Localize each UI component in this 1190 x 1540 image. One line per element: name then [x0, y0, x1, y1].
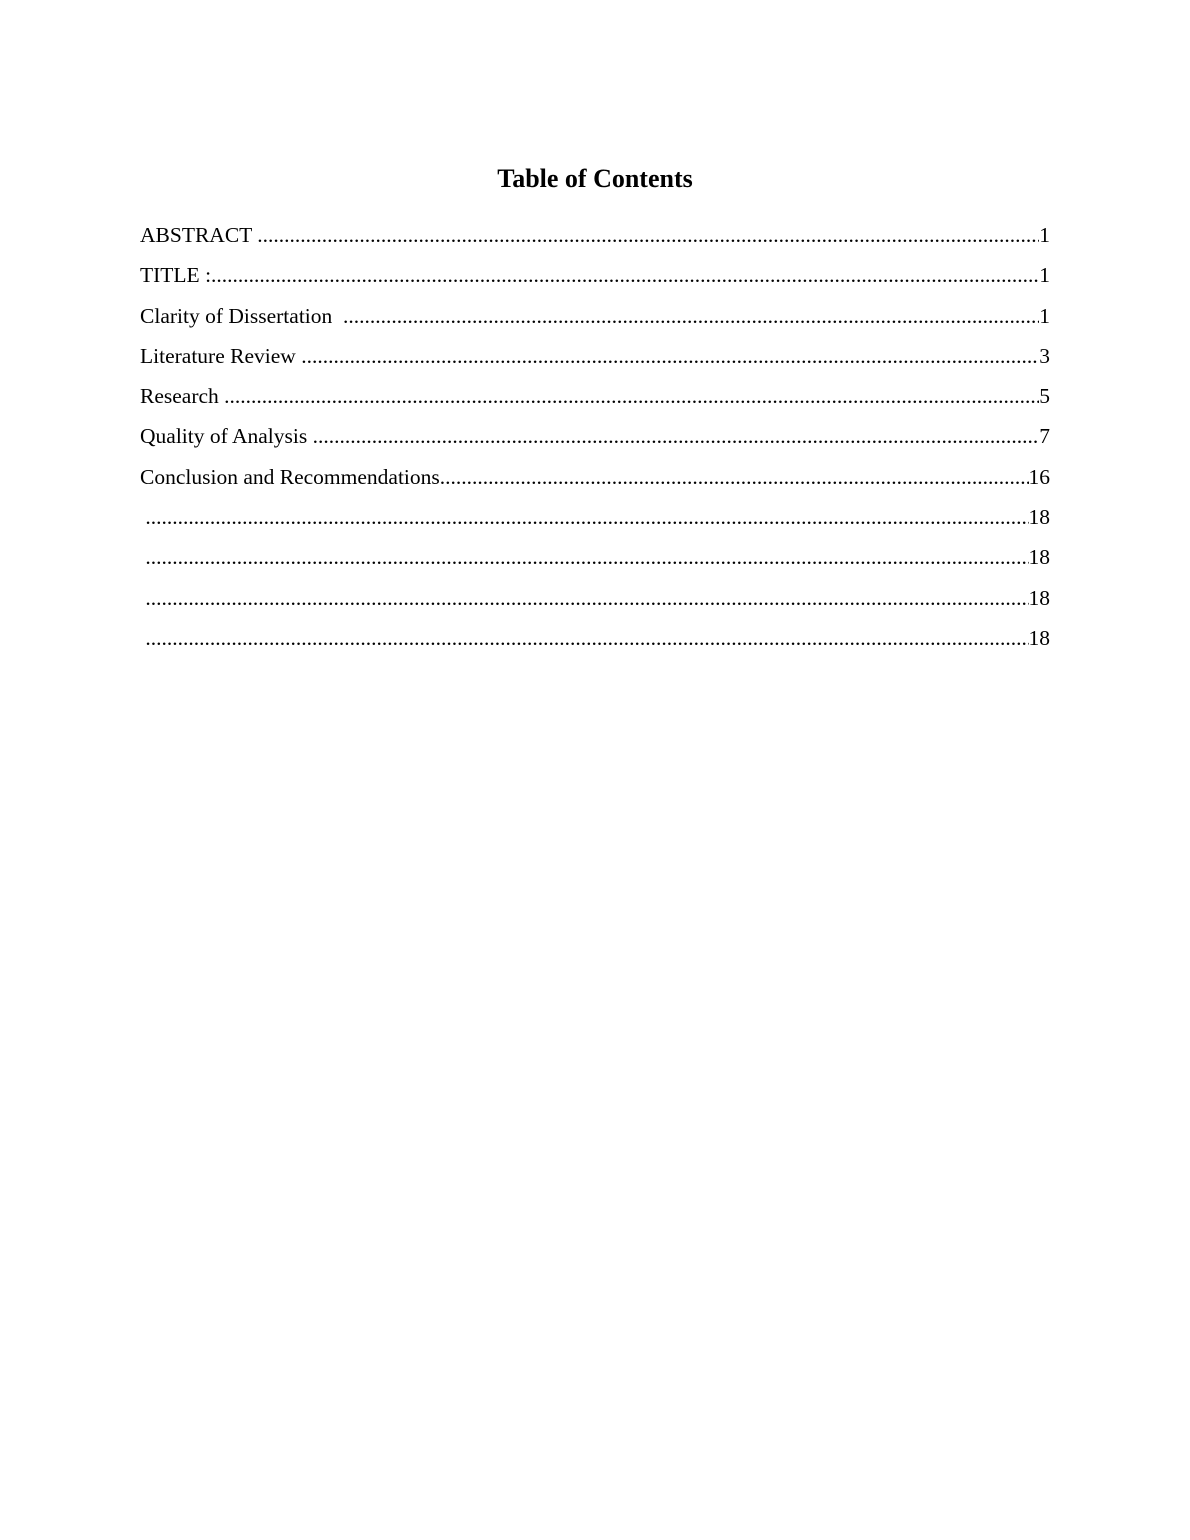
toc-dot-leader — [145, 583, 1028, 613]
toc-entry-research[interactable] — [140, 381, 1050, 421]
toc-entry-page: 1 — [1039, 303, 1050, 328]
toc-entry-quality-of-analysis[interactable] — [140, 421, 1050, 461]
toc-title: Table of Contents — [497, 164, 693, 193]
toc-entry-label: Research — [140, 384, 225, 409]
toc-entry-page: 7 — [1039, 424, 1050, 449]
toc-dot-leader — [343, 301, 1039, 331]
toc-dot-leader — [313, 421, 1040, 451]
toc-dot-leader — [301, 341, 1039, 371]
toc-entry-untitled[interactable] — [140, 583, 1050, 623]
toc-entry-clarity-of-dissertation[interactable] — [140, 301, 1050, 341]
toc-entry-title[interactable] — [140, 260, 1050, 300]
toc-entry-label: Literature Review — [140, 343, 302, 368]
toc-entry-page: 1 — [1039, 263, 1050, 288]
toc-entry-page: 18 — [1028, 585, 1050, 610]
toc-dot-leader — [145, 623, 1028, 653]
toc-entry-label: Quality of Analysis — [140, 424, 313, 449]
toc-entry-label: TITLE : — [140, 263, 212, 288]
toc-dot-leader — [224, 381, 1039, 411]
toc-entry-untitled[interactable] — [140, 623, 1050, 663]
toc-entry-abstract[interactable] — [140, 220, 1050, 260]
toc-entry-untitled[interactable] — [140, 542, 1050, 582]
toc-list — [140, 220, 1050, 663]
toc-entry-literature-review[interactable] — [140, 341, 1050, 381]
toc-dot-leader — [145, 502, 1028, 532]
toc-entry-conclusion-and-recommendations[interactable] — [140, 462, 1050, 502]
toc-dot-leader — [211, 260, 1039, 290]
toc-entry-label: ABSTRACT — [140, 223, 258, 247]
toc-entry-page: 18 — [1028, 545, 1050, 570]
toc-entry-label: Clarity of Dissertation — [140, 303, 344, 328]
toc-entry-page: 16 — [1028, 464, 1050, 489]
toc-entry-page: 5 — [1039, 384, 1050, 409]
toc-entry-page: 1 — [1039, 223, 1050, 247]
toc-entry-untitled[interactable] — [140, 502, 1050, 542]
toc-dot-leader — [257, 220, 1039, 250]
toc-entry-page: 18 — [1028, 625, 1050, 650]
toc-dot-leader — [440, 462, 1029, 492]
toc-entry-label: Conclusion and Recommendations — [140, 464, 440, 489]
toc-entry-page: 18 — [1028, 505, 1050, 530]
toc-entry-page: 3 — [1039, 343, 1050, 368]
toc-dot-leader — [145, 542, 1028, 572]
